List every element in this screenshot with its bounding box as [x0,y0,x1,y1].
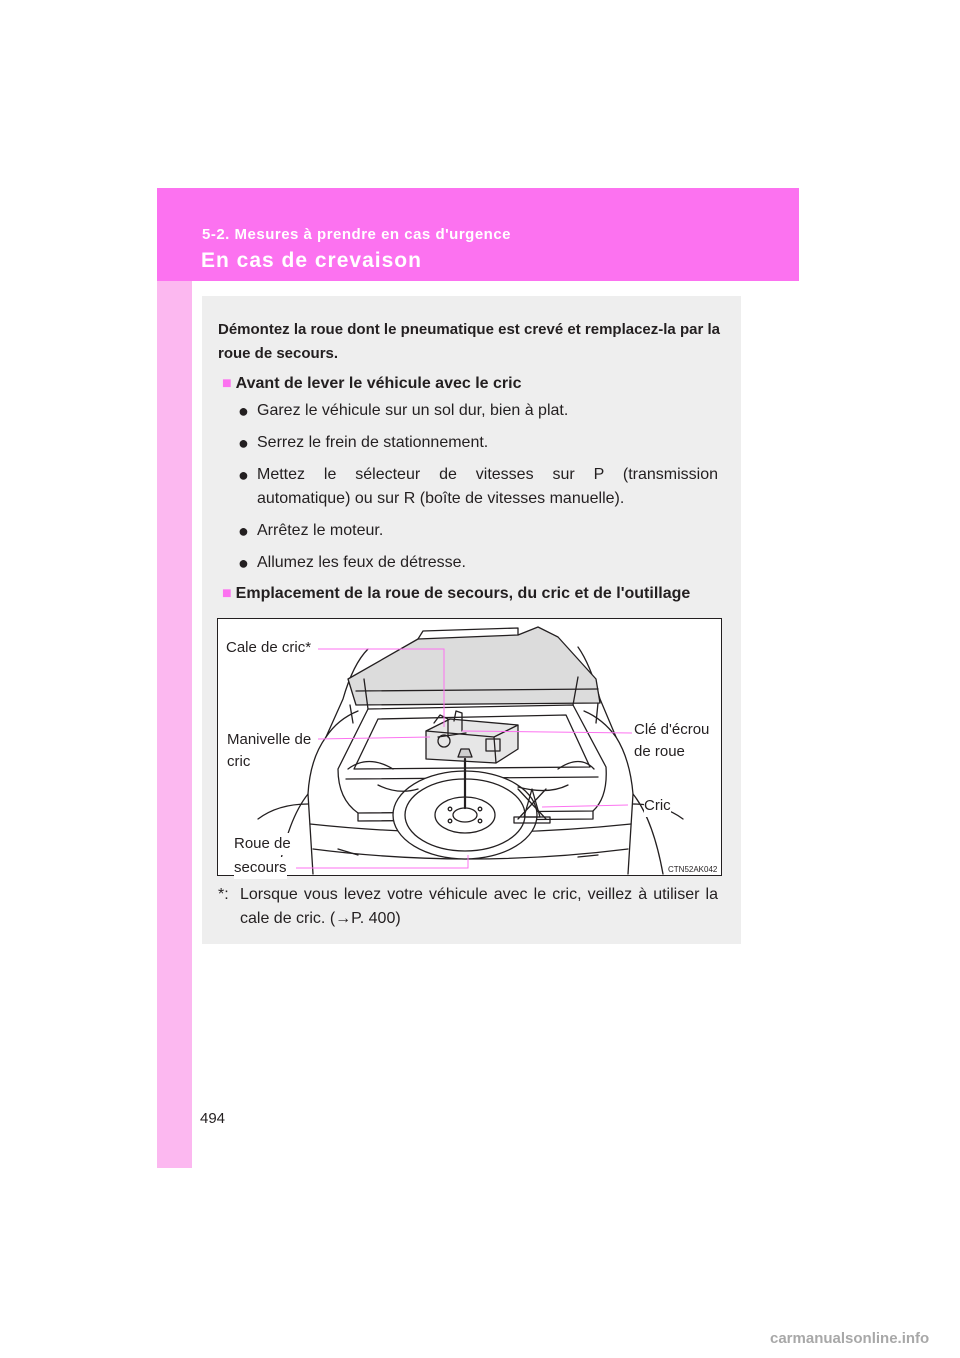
section-label: 5-2. Mesures à prendre en cas d'urgence [202,226,512,243]
bullet-item [238,519,718,543]
bullet-icon: ● [238,433,249,453]
bullet-text: Garez le véhicule sur un sol dur, bien à plat. [257,402,569,419]
heading-location-text: Emplacement de la roue de secours, du cric et de l'outillage [235,585,691,602]
figure-code: CTN52AK042 [668,865,718,874]
trunk-illustration [217,618,722,876]
bullet-item [238,399,718,423]
footnote [218,883,718,931]
left-margin-strip [157,188,192,1168]
bullet-text-multiline [257,463,718,511]
square-marker-icon: ■ [222,585,232,602]
bullet-item [238,551,718,575]
watermark: carmanualsonline.info [770,1330,930,1347]
bullet-text: Serrez le frein de stationnement. [257,434,489,451]
label-spare-wheel-line1: Roue de [234,833,291,855]
page-title: En cas de crevaison [201,249,422,272]
heading-before-lift [222,375,521,393]
label-jack-handle-line2: cric [227,751,250,773]
bullet-item [238,431,718,455]
bullet-icon: ● [238,553,249,573]
label-jack-chock: Cale de cric* [226,637,311,659]
page-number: 494 [200,1110,226,1127]
bullet-line-2: automatique) ou sur R (boîte de vitesses manuelle). [257,490,625,507]
bullet-line-1: Mettez le sélecteur de vitesses sur P (transmission [257,466,718,483]
bullet-text: Allumez les feux de détresse. [257,554,466,571]
bullet-text: Arrêtez le moteur. [257,522,384,539]
bullet-icon: ● [238,465,249,485]
label-wheel-nut-wrench-line2: de roue [634,741,685,763]
label-spare-wheel-line2: secours [234,857,287,879]
label-jack: Cric [644,795,671,817]
square-marker-icon: ■ [222,375,232,392]
intro-paragraph: Démontez la roue dont le pneumatique est crevé et remplacez-la par la roue de secours. [218,321,720,362]
label-wheel-nut-wrench-line1: Clé d'écrou [634,719,709,741]
footnote-text: Lorsque vous levez votre véhicule avec le cric, veillez à utiliser la cale de cric. (→P. 400) [240,886,718,927]
label-jack-handle-line1: Manivelle de [227,729,311,751]
bullet-icon: ● [238,521,249,541]
heading-before-lift-text: Avant de lever le véhicule avec le cric [235,375,522,392]
bullet-icon: ● [238,401,249,421]
footnote-marker: *: [218,886,229,903]
bullet-item [238,463,718,511]
heading-location [222,585,690,603]
